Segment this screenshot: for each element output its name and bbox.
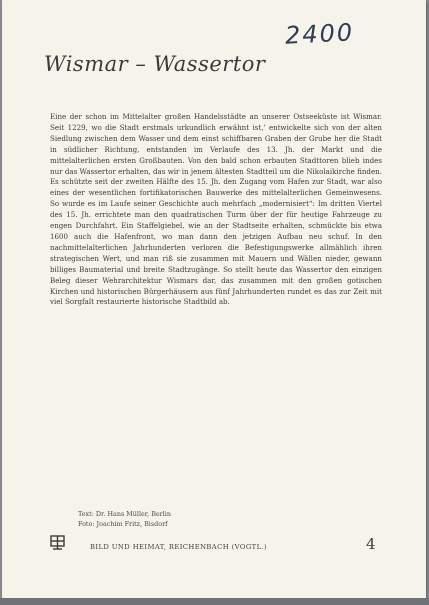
background-edge (0, 598, 429, 605)
text-credit: Text: Dr. Hans Müller, Berlin (78, 510, 171, 518)
page-number: 4 (366, 535, 376, 553)
handwritten-price-note: 2400 (284, 18, 355, 50)
credits (78, 509, 171, 529)
photo-credit: Foto: Joachim Fritz, Bisdorf (78, 520, 168, 528)
description-text: Eine der schon im Mittelalter großen Handelsstädte an unserer Ostseeküste ist Wismar. Seit 1229, wo die Stadt erstmals urkundlich erwähnt ist,' entwickelte sich von der alten Siedlung zwischen dem Wasser und dem einst schiffbaren Graben der Grube her die Stadt in südlicher Richtung, entstanden im Verlaufe des 13. Jh. der Markt und die mittelalterlichen ersten Großbauten. Von den bald schon erbauten Stadttoren blieb indes nur das Wassertor erhalten, das wir in jenem ältesten Stadtteil um die Nikolaikirche finden. Es schützte seit der zweiten Hälfte des 15. Jh. den Zugang vom Hafen zur Stadt, war also eines der wesentlichen fortifikatorischen Bauwerke des mittelalterlichen Gemeinwesens. So wurde es im Laufe seiner Geschichte auch mehrfach „modernisiert“: Im dritten Viertel des 15. Jh. errichtete man den quadratischen Turm über der für heutige Fahrzeuge zu engen Durchfahrt. Ein Staffelgiebel, wie an der Stadtseite erhalten, schmückte bis etwa 1600 auch die Hafenfront, wo man dann den jetzigen Aufbau neu schuf. In den nachmittelalterlichen Jahrhunderten verloren die Befestigungswerke allmählich ihren strategischen Wert, und man riß sie zusammen mit Mauern und Wällen nieder, gewann billiges Baumaterial und breite Stadtzugänge. So stellt heute das Wassertor den einzigen Beleg dieser Wehrarchitektur Wismars dar, das zusammen mit den großen gotischen Kirchen und historischen Bürgerhäusern aus fünf Jahrhunderten rundet es das zur Zeit mit viel Sorgfalt restaurierte historische Stadtbild ab. (50, 112, 382, 307)
page-title: Wismar – Wassertor (44, 52, 266, 76)
publisher-line: BILD UND HEIMAT, REICHENBACH (VOGTL.) (90, 543, 268, 551)
postcard-back (2, 0, 426, 598)
bild-und-heimat-logo-icon (50, 535, 65, 550)
